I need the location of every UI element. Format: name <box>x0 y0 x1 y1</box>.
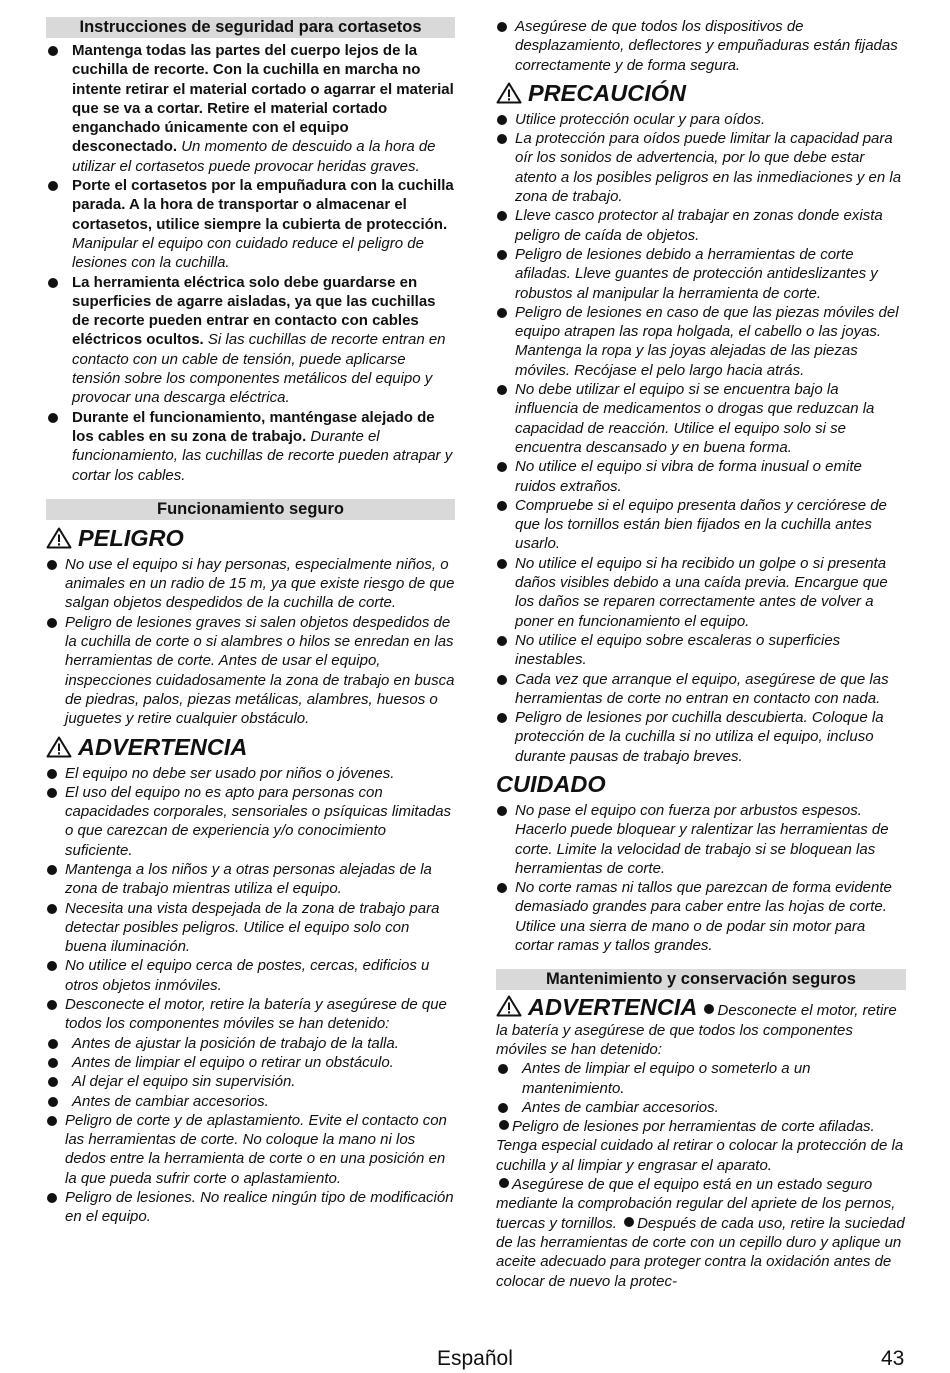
bullet-icon <box>499 1178 509 1188</box>
precaucion-heading: PRECAUCIÓN <box>496 79 906 107</box>
maintenance-paragraph: Asegúrese de que el equipo está en un estado seguro mediante la comprobación regular del apriete de los pernos, tuercas y tornillos. Después de cada uso, retire la suciedad de las herramientas de corte con un cepillo duro y aplique un aceite adecuado para proteger contra la oxidación antes de colocar de nuevo la protec- <box>496 1176 905 1290</box>
precaucion-list <box>496 110 906 766</box>
advertencia-heading: ADVERTENCIA <box>46 733 455 761</box>
bullet-icon <box>48 1058 58 1068</box>
continued-list <box>496 17 906 75</box>
list-item: No use el equipo si hay personas, especialmente niños, o animales en un radio de 15 m, ya que existe riesgo de que salgan objetos despedidos de la cuchilla de corte. <box>46 555 455 613</box>
maintenance-paragraph: Peligro de lesiones por herramientas de corte afiladas. Tenga especial cuidado al retirar o colocar la protección de la cuchilla y al limpiar y engrasar el aparato. <box>496 1118 904 1174</box>
cuidado-heading: CUIDADO <box>496 770 606 797</box>
list-item: El uso del equipo no es apto para personas con capacidades corporales, sensoriales o psíquicas limitadas o que carezcan de experiencia y/o conocimiento suficiente. <box>46 783 455 860</box>
list-item: Antes de limpiar el equipo o someterlo a un mantenimiento. <box>496 1059 906 1098</box>
section-title-safe-maintenance: Mantenimiento y conservación seguros <box>496 969 906 990</box>
bullet-icon <box>497 559 507 569</box>
bullet-icon <box>704 1004 714 1014</box>
section-title-hedge-trimmer-safety: Instrucciones de seguridad para cortasetos <box>46 17 455 38</box>
bullet-icon <box>48 46 58 56</box>
bullet-icon <box>48 1077 58 1087</box>
bullet-icon <box>624 1217 634 1227</box>
list-item: Peligro de lesiones en caso de que las piezas móviles del equipo atrapen las ropa holgada, el cabello o las joyas. Mantenga la ropa y las joyas alejadas de las piezas móviles. Recójase el pelo largo hacia atrás. <box>496 303 906 380</box>
list-item: Antes de ajustar la posición de trabajo de la talla. <box>46 1034 455 1053</box>
bullet-icon <box>499 1120 509 1130</box>
list-item: Asegúrese de que todos los dispositivos de desplazamiento, deflectores y empuñaduras están fijadas correctamente y de forma segura. <box>496 17 906 75</box>
page-number: 43 <box>881 1347 905 1370</box>
bullet-icon <box>47 1000 57 1010</box>
bullet-icon <box>497 134 507 144</box>
bullet-icon <box>47 1193 57 1203</box>
warning-triangle-icon <box>46 736 72 758</box>
bullet-icon <box>498 1064 508 1074</box>
hedge-trimmer-safety-list <box>46 41 455 485</box>
list-item: Antes de cambiar accesorios. <box>496 1098 906 1117</box>
bullet-icon <box>497 501 507 511</box>
list-item: La protección para oídos puede limitar la capacidad para oír los sonidos de advertencia, por lo que debe estar atento a los posibles peligros en las inmediaciones y en la zona de trabajo. <box>496 129 906 206</box>
maintenance-warning-paragraph: ADVERTENCIA Desconecte el motor, retire la batería y asegúrese de que todos los componentes móviles se han detenido: <box>496 994 897 1058</box>
peligro-list <box>46 555 455 729</box>
bullet-icon <box>497 211 507 221</box>
list-item: Mantenga todas las partes del cuerpo lejos de la cuchilla de recorte. Con la cuchilla en marcha no intente retirar el material cortado o agarrar el material que se va a cortar. Retire el material cortado enganchado únicamente con el equipo desconectado. Un momento de descuido a la hora de utilizar el cortasetos puede provocar heridas graves. <box>46 41 455 176</box>
bullet-icon <box>497 22 507 32</box>
list-item: Desconecte el motor, retire la batería y asegúrese de que todos los componentes móviles se han detenido: <box>46 995 455 1034</box>
bullet-icon <box>498 1103 508 1113</box>
warning-triangle-icon <box>46 527 72 549</box>
bullet-icon <box>48 278 58 288</box>
bullet-icon <box>497 462 507 472</box>
bullet-icon <box>47 904 57 914</box>
left-column <box>46 17 455 1227</box>
list-item: No utilice el equipo si vibra de forma inusual o emite ruidos extraños. <box>496 457 906 496</box>
bullet-icon <box>497 675 507 685</box>
list-item: Al dejar el equipo sin supervisión. <box>46 1072 455 1091</box>
list-item: No pase el equipo con fuerza por arbustos espesos. Hacerlo puede bloquear y ralentizar las herramientas de corte. Limite la velocidad de trabajo si se bloquean las herramientas de corte. <box>496 801 906 878</box>
bullet-icon <box>497 115 507 125</box>
bullet-icon <box>47 961 57 971</box>
bullet-icon <box>497 806 507 816</box>
cuidado-list <box>496 801 906 955</box>
list-item: Peligro de lesiones. No realice ningún tipo de modificación en el equipo. <box>46 1188 455 1227</box>
list-item: No utilice el equipo sobre escaleras o superficies inestables. <box>496 631 906 670</box>
bullet-icon <box>48 1039 58 1049</box>
bullet-icon <box>497 636 507 646</box>
maintenance-warning-title: ADVERTENCIA <box>528 994 698 1021</box>
maintenance-sub-list <box>496 1059 906 1117</box>
list-item: Utilice protección ocular y para oídos. <box>496 110 906 129</box>
list-item: Peligro de lesiones por cuchilla descubierta. Coloque la protección de la cuchilla si no utiliza el equipo, incluso durante pausas de trabajo breves. <box>496 708 906 766</box>
bullet-icon <box>47 618 57 628</box>
warning-triangle-icon <box>496 82 522 104</box>
bullet-icon <box>497 713 507 723</box>
advertencia-list <box>46 764 455 1227</box>
bullet-icon <box>48 181 58 191</box>
section-title-safe-operation: Funcionamiento seguro <box>46 499 455 520</box>
list-item: Antes de cambiar accesorios. <box>46 1092 455 1111</box>
list-item: Cada vez que arranque el equipo, asegúrese de que las herramientas de corte no entran en contacto con nada. <box>496 670 906 709</box>
bullet-icon <box>497 883 507 893</box>
list-item: Antes de limpiar el equipo o retirar un obstáculo. <box>46 1053 455 1072</box>
bullet-icon <box>497 250 507 260</box>
bullet-icon <box>48 413 58 423</box>
list-item: La herramienta eléctrica solo debe guardarse en superficies de agarre aisladas, ya que las cuchillas de recorte pueden entrar en contacto con cables eléctricos ocultos. Si las cuchillas de recorte entran en contacto con un cable de tensión, puede aplicarse tensión sobre los componentes metálicos del equipo y provocar una descarga eléctrica. <box>46 273 455 408</box>
bullet-icon <box>47 788 57 798</box>
list-item: No utilice el equipo si ha recibido un golpe o si presenta daños visibles debido a una caída previa. Encargue que los daños se reparen correctamente antes de volver a poner en funcionamiento el equipo. <box>496 554 906 631</box>
bullet-icon <box>47 1116 57 1126</box>
list-item: Peligro de corte y de aplastamiento. Evite el contacto con las herramientas de corte. No coloque la mano ni los dedos entre la herramienta de corte o en una posición en la que pueda sufrir corte o aplastamiento. <box>46 1111 455 1188</box>
list-item: Peligro de lesiones graves si salen objetos despedidos de la cuchilla de corte o si alambres o hilos se enredan en las herramientas de corte. Antes de usar el equipo, inspecciones cuidadosamente la zona de trabajo en busca de piedras, palos, piezas metálicas, alambres, huesos o juguetes y retire cualquier obstáculo. <box>46 613 455 729</box>
bullet-icon <box>47 560 57 570</box>
list-item: Necesita una vista despejada de la zona de trabajo para detectar posibles peligros. Utilice el equipo solo con buena iluminación. <box>46 899 455 957</box>
footer-language: Español <box>437 1347 513 1370</box>
bullet-icon <box>47 865 57 875</box>
list-item: Durante el funcionamiento, manténgase alejado de los cables en su zona de trabajo. Durante el funcionamiento, las cuchillas de recorte pueden atrapar y cortar los cables. <box>46 408 455 485</box>
list-item: Lleve casco protector al trabajar en zonas donde exista peligro de caída de objetos. <box>496 206 906 245</box>
bullet-icon <box>497 308 507 318</box>
list-item: El equipo no debe ser usado por niños o jóvenes. <box>46 764 455 783</box>
list-item: Peligro de lesiones debido a herramientas de corte afiladas. Lleve guantes de protección antideslizantes y robustos al manipular la herramienta de corte. <box>496 245 906 303</box>
bullet-icon <box>48 1097 58 1107</box>
list-item: Porte el cortasetos por la empuñadura con la cuchilla parada. A la hora de transportar o almacenar el cortasetos, utilice siempre la cubierta de protección. Manipular el equipo con cuidado reduce el peligro de lesiones con la cuchilla. <box>46 176 455 272</box>
bullet-icon <box>497 385 507 395</box>
list-item: No debe utilizar el equipo si se encuentra bajo la influencia de medicamentos o drogas que reduzcan la capacidad de reacción. Utilice el equipo solo si se encuentra descansado y en buena forma. <box>496 380 906 457</box>
list-item: No utilice el equipo cerca de postes, cercas, edificios u otros objetos inmóviles. <box>46 956 455 995</box>
list-item: No corte ramas ni tallos que parezcan de forma evidente demasiado grandes para caber entre las hojas de corte. Utilice una sierra de mano o de podar sin motor para cortar ramas y tallos grandes. <box>496 878 906 955</box>
warning-triangle-icon <box>496 995 522 1017</box>
list-item: Mantenga a los niños y a otras personas alejadas de la zona de trabajo mientras utiliza el equipo. <box>46 860 455 899</box>
right-column <box>496 17 906 1291</box>
bullet-icon <box>47 769 57 779</box>
list-item: Compruebe si el equipo presenta daños y cerciórese de que los tornillos están bien fijados en la cuchilla antes usarlo. <box>496 496 906 554</box>
peligro-heading: PELIGRO <box>46 524 455 552</box>
